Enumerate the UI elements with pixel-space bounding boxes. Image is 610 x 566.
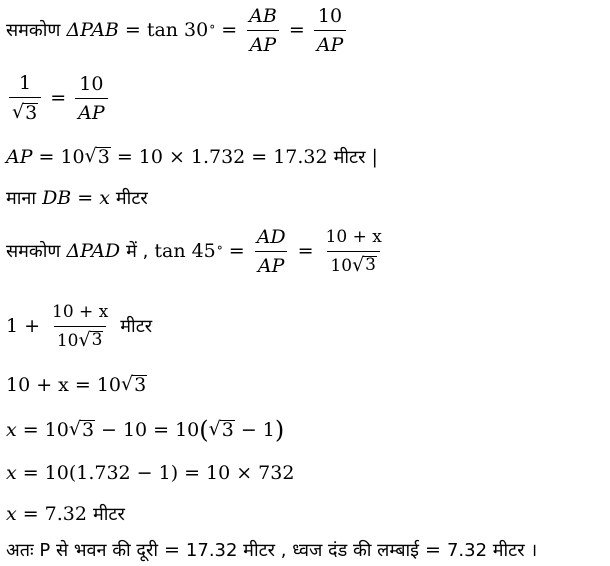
angle-30: 30 [184, 19, 209, 41]
line-conclusion: अतः P से भवन की दूरी = 17.32 मीटर , ध्वज दंड की लम्बाई = 7.32 मीटर । [6, 539, 538, 561]
square-root: √ 3 [208, 417, 234, 441]
line-x-result: x = 7.32 मीटर [6, 503, 125, 525]
word-mana: माना [6, 188, 37, 209]
conclusion-text: अतः P से भवन की दूरी [6, 540, 158, 561]
numerator: 10 [79, 72, 104, 95]
line-tan30: समकोण ΔPAB = tan 30 ° = $\frac{AB}{AP}$ = $\frac{10}{AP}$ [6, 4, 349, 56]
denominator: AP [314, 30, 347, 56]
degree-sign: ° [209, 23, 216, 37]
square-root: √ 3 [68, 417, 95, 441]
numerator: 10 [317, 4, 343, 27]
conclusion-height: 7.32 मीटर । [446, 540, 538, 561]
fraction-10x-10root3: 10 + x 10 √ 3 [325, 226, 382, 276]
line-one-over-root3 [6, 70, 111, 126]
fraction-ab-ap [246, 5, 280, 56]
result-value: 17.32 [273, 146, 328, 168]
unit-meter: मीटर [92, 504, 125, 525]
ap: AP [6, 146, 33, 168]
denominator: AP [75, 98, 108, 124]
square-root: √ 3 [78, 328, 103, 351]
triangle-pab: ΔPAB [66, 19, 119, 41]
square-root: √ 3 [84, 144, 110, 168]
line-ap-value: AP = 10 √ 3 = 10 × 1.732 = 17.32 मीटर | [6, 144, 378, 168]
word-samkon: समकोण [6, 20, 61, 41]
tan-fn: tan [146, 19, 179, 41]
numerator: 1 [19, 72, 32, 95]
purnaviram: | [371, 146, 378, 168]
line-x-numeric: x = 10(1.732 − 1) = 10 × 732 [6, 462, 295, 484]
fraction-10-ap [75, 73, 108, 124]
square-root: √ 3 [352, 253, 376, 276]
fraction-10x-10root3: 10 + x 10 √ 3 [52, 301, 109, 351]
unit-meter: मीटर [115, 188, 148, 209]
triangle-pad: ΔPAD [66, 240, 121, 262]
denominator: AP [247, 30, 280, 56]
equals: = [124, 19, 141, 41]
line-10-plus-x: 10 + x = 10 √ 3 [6, 372, 147, 396]
line-x-expression: x = 10 √ 3 − 10 = 10 ( √ 3 − 1 ) [6, 416, 285, 444]
line-assume-db: माना DB = x मीटर [6, 187, 148, 209]
numerator: AB [249, 4, 277, 27]
line-tan45: समकोण ΔPAD में , tan 45 ° = $\frac{AD}{AP}$ = 10 + x 10 √ 3 [6, 222, 388, 280]
denominator [9, 97, 41, 124]
square-root: √ 3 [12, 101, 38, 125]
conclusion-distance: 17.32 मीटर , ध्वज दंड की लम्बाई [185, 540, 420, 561]
unit-meter: मीटर [120, 316, 153, 337]
fraction-10-ap [314, 5, 347, 56]
unit-meter: मीटर [333, 147, 366, 168]
square-root: √ 3 [121, 372, 147, 396]
line-one-plus-fraction: 1 + 10 + x 10 √ 3 मीटर [6, 301, 153, 351]
equals: = [50, 87, 67, 109]
fraction-ad-ap: $\frac{AD}{AP}$ [256, 225, 286, 277]
fraction-1-root3 [9, 72, 41, 124]
